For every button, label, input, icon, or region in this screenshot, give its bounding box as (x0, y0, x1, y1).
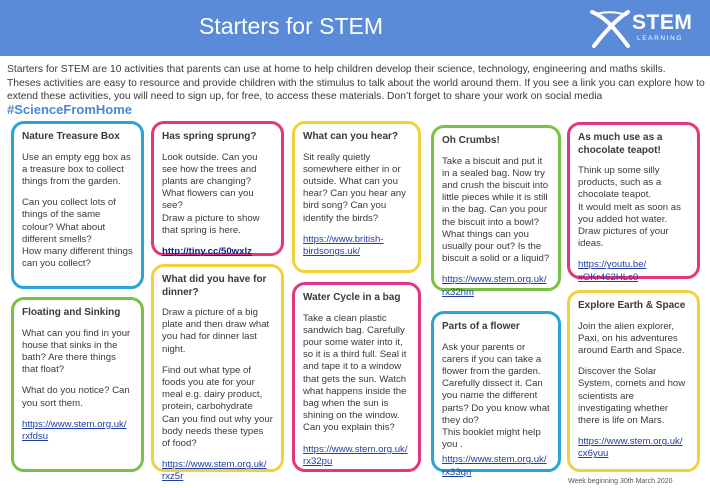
card-has-spring-sprung (151, 121, 284, 256)
card-link-line: https://www.stem.org.uk/ (303, 443, 408, 455)
page-title: Starters for STEM (198, 13, 384, 39)
card-text: Draw a picture of a big plate and then draw what you had for dinner last night. (162, 307, 270, 355)
card-text: How many different things can you collect? (22, 245, 133, 270)
card-link[interactable] (303, 444, 410, 468)
card-body (442, 342, 550, 452)
intro-text (7, 63, 707, 104)
logo-wordmark: STEM (632, 11, 693, 34)
card-link-line: https://www.stem.org.uk/ (162, 459, 267, 471)
card-link[interactable] (578, 436, 689, 460)
card-dinner (151, 264, 284, 483)
card-floating-and-sinking (11, 297, 144, 472)
card-body (303, 313, 410, 435)
card-title: Nature Treasure Box (22, 131, 120, 142)
card-body (578, 321, 689, 428)
card-text: Find out what type of foods you ate for your meal e.g. dairy product, protein, carbohydrate (162, 364, 263, 413)
card-link[interactable] (303, 234, 410, 258)
card-text: What flowers can you see? (162, 188, 254, 212)
card-link-line: rx32hm (442, 286, 474, 298)
card-title: Explore Earth & Space (578, 300, 686, 311)
card-title: Water Cycle in a bag (303, 292, 401, 303)
card-title: Parts of a flower (442, 321, 520, 332)
card-body (442, 156, 550, 266)
card-link[interactable] (442, 274, 550, 298)
card-what-can-you-hear (292, 121, 421, 273)
card-text: Look outside. Can you see how the trees and plants are changing? (162, 151, 258, 187)
card-text: It would melt as soon as you added hot water. (578, 201, 681, 225)
card-link-line: birdsongs.uk/ (303, 245, 361, 257)
card-body (578, 165, 689, 250)
footer-date: Week beginning 30th March 2020 (568, 478, 673, 485)
card-link-line: rx32pu (303, 455, 333, 467)
card-text: Join the alien explorer, Paxi, on his adventures around Earth and Space. (578, 320, 685, 356)
card-body (303, 152, 410, 225)
card-link-line: https://www.british- (303, 233, 384, 245)
card-text: What can you find in your house that sinks in the bath? Are there things that float? (22, 327, 131, 376)
card-link[interactable] (22, 419, 133, 443)
card-link-line: https://youtu.be/ (578, 259, 647, 271)
card-explore-earth-space (567, 290, 700, 472)
card-link[interactable]: http://tiny.cc/50wxlz (162, 245, 252, 257)
card-text: Discover the Solar System, comets and how scientists are investigating whether there is life on Mars. (578, 366, 686, 426)
card-link[interactable] (162, 459, 273, 483)
card-water-cycle (292, 282, 421, 472)
card-body (22, 328, 133, 410)
card-link-line: https://www.stem.org.uk/ (578, 436, 683, 448)
card-body (162, 307, 273, 450)
card-chocolate-teapot (567, 122, 700, 283)
card-text: Can you find out why your body needs these types of food? (162, 413, 273, 450)
logo-subtitle: LEARNING (637, 35, 684, 42)
card-text: Ask your parents or carers if you can take a flower from the garden. Carefully dissect it. Can you name the different parts? Do you know what they do? (442, 341, 550, 426)
card-body (22, 152, 133, 271)
card-nature-treasure-box (11, 121, 144, 289)
card-text: This booklet might help you . (442, 426, 541, 451)
card-oh-crumbs (431, 125, 561, 298)
card-link[interactable] (442, 454, 550, 478)
intro-line: Theses activities are easy to resource and provide children with the stimulus to talk about the world around them. If you see a link you can explore how to (7, 77, 705, 89)
card-text: What do you notice? Can you sort them. (22, 385, 130, 409)
card-text: Draw pictures of your ideas. (578, 226, 669, 250)
card-link-line: rxz5r (162, 471, 184, 483)
card-text: Can you collect lots of things of the same colour? What about different smells? (22, 197, 116, 245)
stem-logo-icon (588, 6, 634, 52)
card-link-line: https://www.stem.org.uk/ (442, 454, 547, 466)
card-link-line: rxfdsu (22, 430, 49, 442)
card-title: What did you have for dinner? (162, 274, 267, 298)
card-title: What can you hear? (303, 131, 399, 142)
card-link[interactable] (578, 259, 689, 283)
card-title: As much use as a chocolate teapot! (578, 132, 663, 156)
card-title: Has spring sprung? (162, 131, 257, 142)
card-link-line: https://www.stem.org.uk/ (442, 274, 547, 286)
card-text: Sit really quietly somewhere either in or outside. What can you hear? Can you hear any bird song? Can you identify the birds? (303, 151, 406, 224)
header-banner (0, 0, 710, 56)
card-title: Oh Crumbs! (442, 135, 500, 146)
stem-learning-logo (588, 6, 706, 52)
card-link-line: cx6yuu (578, 448, 609, 460)
card-text: Use an empty egg box as a treasure box to collect things from the garden. (22, 151, 131, 187)
card-body (162, 152, 273, 237)
card-text: Take a biscuit and put it in a sealed bag. Now try and crush the biscuit into little pieces while it is still in the bag. Can you pour the biscuit into a bowl? What things can you usually pour out? Is the biscuit a solid or a liquid? (442, 155, 550, 265)
card-link-line: xOKr462HLc0 (578, 271, 639, 283)
card-parts-of-a-flower (431, 311, 561, 478)
card-title: Floating and Sinking (22, 307, 121, 318)
intro-line: extend these activities, you will need to sign up, for free, to access these materials. Don’t forget to share your work on social media (7, 91, 603, 103)
card-text: Think up some silly products, such as a chocolate teapot. (578, 165, 662, 201)
card-text: Take a clean plastic sandwich bag. Carefully pour some water into it, so it is a third full. Seal it and tape it to a window that gets the sun. Watch what happens inside the bag when the sun is shining on the window. Can you explain this? (303, 312, 407, 434)
intro-line: Starters for STEM are 10 activities that parents can use at home to help children develop their science, technology, engineering and maths skills. (7, 64, 666, 75)
hashtag: #ScienceFromHome (7, 102, 132, 117)
card-text: Draw a picture to show that spring is here. (162, 212, 260, 236)
card-link-line: rx33qn (442, 466, 472, 478)
card-link-line: https://www.stem.org.uk/ (22, 418, 127, 430)
